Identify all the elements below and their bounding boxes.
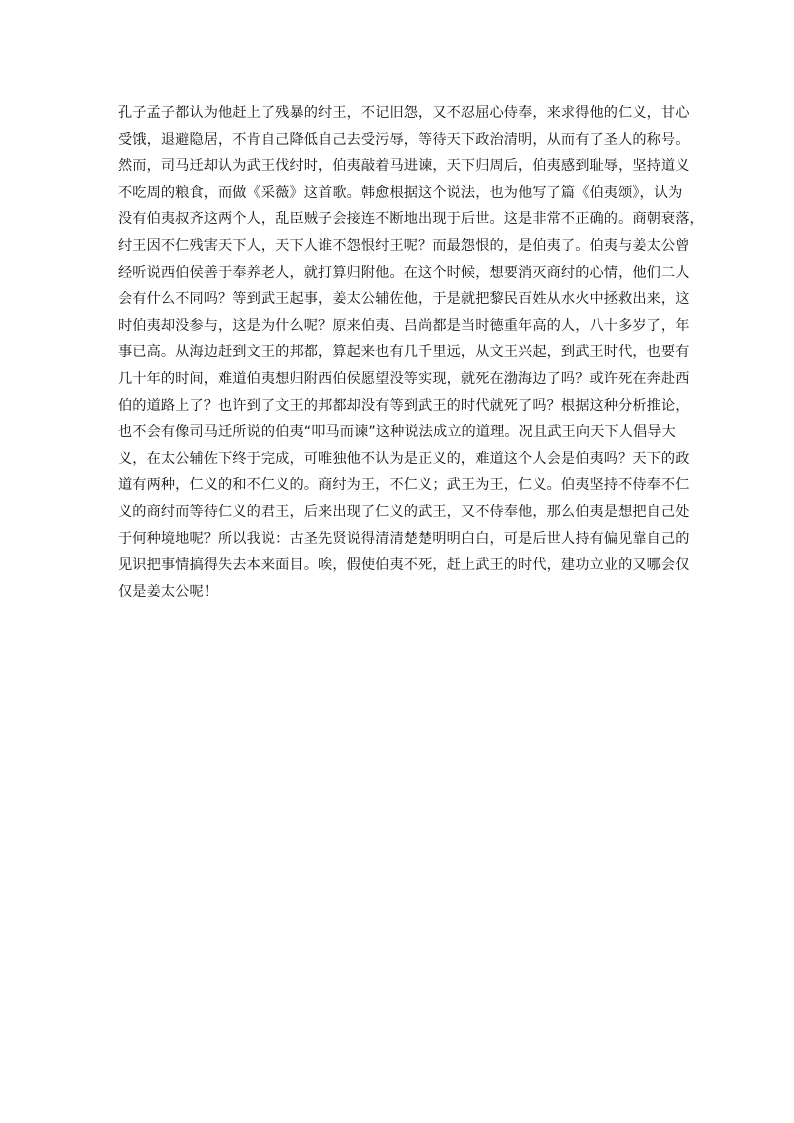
- text-line-6: 纣王因不仁残害天下人，天下人谁不怨恨纣王呢？而最怨恨的，是伯夷了。伯夷与姜太公曾: [118, 237, 690, 254]
- text-line-11: 几十年的时间，难道伯夷想归附西伯侯愿望没等实现，就死在渤海边了吗？或许死在奔赴西: [118, 370, 690, 387]
- text-line-16: 义的商纣而等待仁义的君王，后来出现了仁义的武王，又不侍奉他，那么伯夷是想把自己处: [118, 503, 690, 520]
- text-line-3: 然而，司马迁却认为武王伐纣时，伯夷敲着马进谏，天下归周后，伯夷感到耻辱，坚持道义: [118, 158, 690, 175]
- text-line-7: 经听说西伯侯善于奉养老人，就打算归附他。在这个时候，想要消灭商纣的心情，他们二人: [118, 264, 690, 281]
- text-line-2: 受饿，退避隐居，不肯自己降低自己去受污辱，等待天下政治清明，从而有了圣人的称号。: [118, 131, 690, 148]
- text-line-9: 时伯夷却没参与，这是为什么呢？原来伯夷、吕尚都是当时德重年高的人，八十多岁了，年: [118, 317, 690, 334]
- text-line-1: 孔子孟子都认为他赶上了残暴的纣王，不记旧怨，又不忍屈心侍奉，来求得他的仁义，甘心: [118, 105, 690, 121]
- body-paragraph: [118, 100, 704, 605]
- text-line-15: 道有两种，仁义的和不仁义的。商纣为王，不仁义；武王为王，仁义。伯夷坚持不侍奉不仁: [118, 477, 690, 494]
- text-line-8: 会有什么不同吗？等到武王起事，姜太公辅佐他，于是就把黎民百姓从水火中拯救出来，这: [118, 291, 690, 308]
- text-line-12: 伯的道路上了？也许到了文王的邦都却没有等到武王的时代就死了吗？根据这种分析推论，: [118, 397, 690, 414]
- text-line-14: 义，在太公辅佐下终于完成，可唯独他不认为是正义的，难道这个人会是伯夷吗？天下的政: [118, 450, 690, 467]
- text-line-18: 见识把事情搞得失去本来面目。唉，假使伯夷不死，赶上武王的时代，建功立业的又哪会仅: [118, 557, 690, 574]
- text-line-19: 仅是姜太公呢！: [118, 583, 219, 600]
- text-line-5: 没有伯夷叔齐这两个人，乱臣贼子会接连不断地出现于后世。这是非常不正确的。商朝衰落，: [118, 211, 704, 228]
- text-line-10: 事已高。从海边赶到文王的邦都，算起来也有几千里远，从文王兴起，到武王时代，也要有: [118, 344, 690, 361]
- text-line-13: 也不会有像司马迁所说的伯夷“叩马而谏”这种说法成立的道理。况且武王向天下人倡导大: [118, 424, 676, 441]
- text-line-17: 于何种境地呢？所以我说：古圣先贤说得清清楚楚明明白白，可是后世人持有偏见靠自己的: [118, 530, 690, 547]
- text-line-4: 不吃周的粮食，而做《采薇》这首歌。韩愈根据这个说法，也为他写了篇《伯夷颂》，认为: [118, 184, 683, 201]
